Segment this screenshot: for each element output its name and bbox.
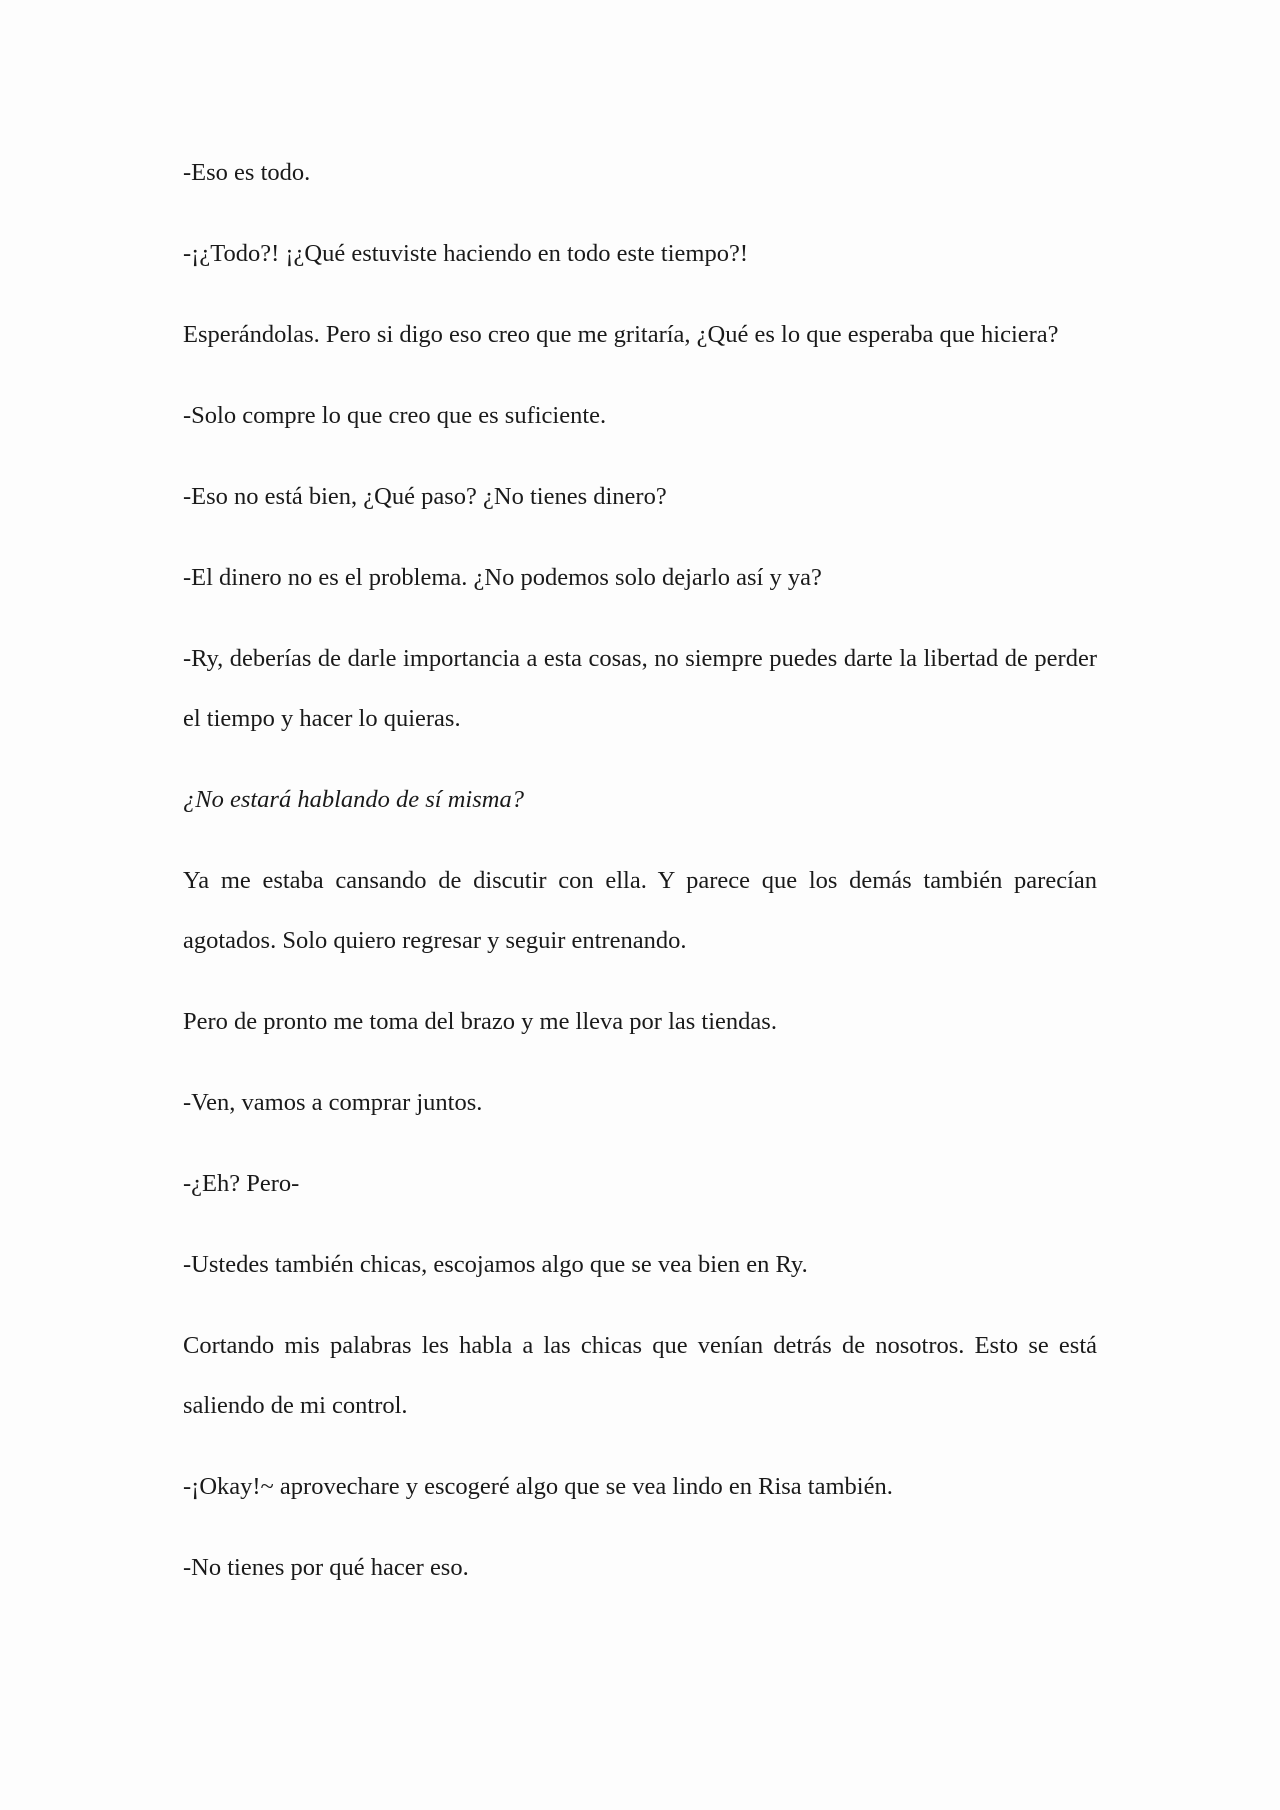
paragraph: -Ustedes también chicas, escojamos algo que se vea bien en Ry. [183, 1251, 808, 1278]
paragraph: -Solo compre lo que creo que es suficiente. [183, 402, 607, 429]
paragraph: Esperándolas. Pero si digo eso creo que me gritaría, ¿Qué es lo que esperaba que hiciera? [183, 321, 1059, 348]
paragraph: -Ry, deberías de darle importancia a esta cosas, no siempre puedes darte la libertad de perder el tiempo y hacer lo quieras. [183, 645, 1097, 732]
paragraph: Pero de pronto me toma del brazo y me lleva por las tiendas. [183, 1008, 777, 1035]
paragraph: Cortando mis palabras les habla a las chicas que venían detrás de nosotros. Esto se está saliendo de mi control. [183, 1332, 1097, 1419]
paragraph: -Ven, vamos a comprar juntos. [183, 1089, 483, 1116]
paragraph: -¿Eh? Pero- [183, 1170, 300, 1197]
paragraph: -No tienes por qué hacer eso. [183, 1554, 469, 1581]
paragraph: Ya me estaba cansando de discutir con ella. Y parece que los demás también parecían agotados. Solo quiero regresar y seguir entrenando. [183, 867, 1097, 954]
paragraph-italic-thought: ¿No estará hablando de sí misma? [183, 786, 524, 813]
paragraph: -El dinero no es el problema. ¿No podemos solo dejarlo así y ya? [183, 564, 822, 591]
paragraph: -Eso no está bien, ¿Qué paso? ¿No tienes dinero? [183, 483, 667, 510]
document-body [183, 143, 1097, 1619]
paragraph: -¡¿Todo?! ¡¿Qué estuviste haciendo en todo este tiempo?! [183, 240, 748, 267]
paragraph: -¡Okay!~ aprovechare y escogeré algo que se vea lindo en Risa también. [183, 1473, 893, 1500]
paragraph: -Eso es todo. [183, 159, 311, 186]
